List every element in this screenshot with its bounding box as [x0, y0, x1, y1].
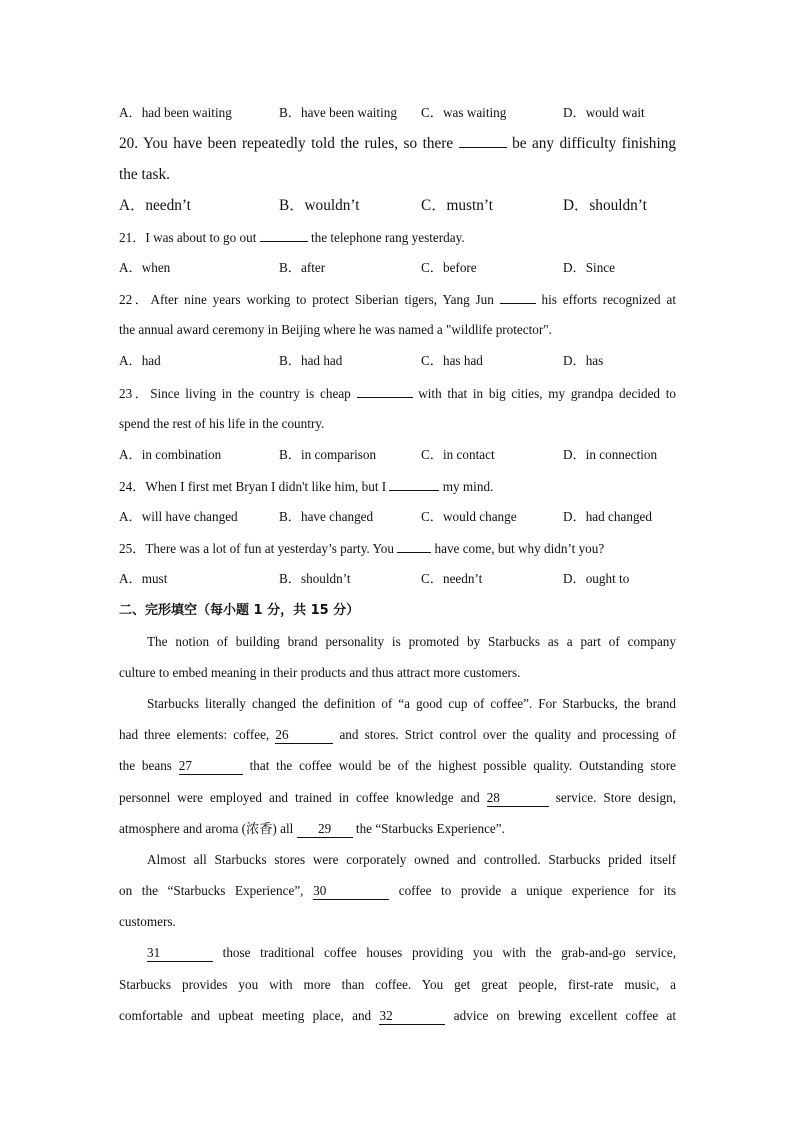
- q23-blank: [357, 384, 413, 398]
- q21-option-d: D．Since: [563, 260, 616, 275]
- passage-p4-line3: [119, 1007, 676, 1025]
- q23-option-a: A．in combination: [119, 447, 222, 462]
- q22-stem-text-2: his efforts recognized at: [541, 292, 677, 307]
- passage-text: had three elements: coffee,: [119, 727, 270, 742]
- q19-option-a: A．had been waiting: [119, 105, 232, 120]
- q23-option-d: D．in connection: [563, 447, 658, 462]
- passage-p2-line3: [119, 757, 676, 775]
- passage-p4-line1: [147, 944, 676, 962]
- passage-text: personnel were employed and trained in coffee knowledge and: [119, 790, 480, 805]
- passage-text: the “Starbucks Experience”.: [355, 821, 505, 836]
- q21-option-c: C．before: [421, 260, 477, 275]
- q20-stem-line1: [119, 134, 676, 153]
- passage-text: those traditional coffee houses providing you with the grab-and-go service,: [222, 945, 676, 960]
- q20-blank: [459, 134, 507, 148]
- q25-blank: [397, 539, 431, 553]
- passage-p2-line5: [119, 820, 676, 838]
- q23-option-b: B．in comparison: [279, 447, 377, 462]
- q21-blank: [260, 228, 308, 242]
- blank-29: 29: [297, 821, 353, 838]
- q24-blank: [389, 477, 439, 491]
- passage-text: coffee to provide a unique experience for its: [398, 883, 676, 898]
- q21-option-a: A．when: [119, 260, 171, 275]
- passage-p4-line2: Starbucks provides you with more than coffee. You get great people, first-rate music, a: [119, 977, 676, 992]
- passage-p3-line1: Almost all Starbucks stores were corporately owned and controlled. Starbucks prided itself: [147, 852, 676, 867]
- q20-option-a: A．needn’t: [119, 197, 191, 214]
- q21-stem: [119, 228, 676, 247]
- q21-stem-text: 21．I was about to go out: [119, 230, 257, 245]
- q25-stem-text: 25．There was a lot of fun at yesterday’s party. You: [119, 541, 394, 556]
- q25-stem: [119, 539, 676, 558]
- q20-option-c: C．mustn’t: [421, 197, 493, 214]
- q25-stem-text-2: have come, but why didn’t you?: [434, 541, 605, 556]
- q22-stem-text: 22．After nine years working to protect Siberian tigers, Yang Jun: [119, 292, 494, 307]
- passage-p2-line2: [119, 726, 676, 744]
- passage-text: the beans: [119, 758, 172, 773]
- section-heading: 二、完形填空（每小题 1 分，共 15 分）: [119, 603, 360, 618]
- q20-option-d: D．shouldn’t: [563, 197, 647, 214]
- q22-option-d: D．has: [563, 353, 604, 368]
- passage-text: that the coffee would be of the highest possible quality. Outstanding store: [249, 758, 677, 773]
- q22-blank: [500, 290, 536, 304]
- passage-p3-line2: [119, 882, 676, 900]
- q19-option-c: C．was waiting: [421, 105, 507, 120]
- q23-stem-text-2: with that in big cities, my grandpa decided to: [418, 386, 676, 401]
- q21-stem-text-2: the telephone rang yesterday.: [310, 230, 465, 245]
- passage-p1-line2: culture to embed meaning in their products and thus attract more customers.: [119, 665, 521, 680]
- q24-stem: [119, 477, 676, 496]
- q22-stem-line2: the annual award ceremony in Beijing where he was named a "wildlife protector".: [119, 322, 552, 337]
- q24-option-c: C．would change: [421, 509, 517, 524]
- q22-option-a: A．had: [119, 353, 161, 368]
- q22-option-c: C．has had: [421, 353, 483, 368]
- q24-stem-text-2: my mind.: [442, 479, 494, 494]
- passage-p2-line4: [119, 789, 676, 807]
- blank-30: 30: [313, 883, 389, 900]
- q25-option-d: D．ought to: [563, 571, 630, 586]
- q24-stem-text: 24．When I first met Bryan I didn't like him, but I: [119, 479, 387, 494]
- q23-stem-line1: [119, 384, 676, 403]
- q24-option-d: D．had changed: [563, 509, 652, 524]
- q19-option-d: D．would wait: [563, 105, 645, 120]
- q20-stem-text: 20. You have been repeatedly told the rules, so there: [119, 135, 454, 152]
- blank-28: 28: [487, 790, 549, 807]
- q22-stem-line1: [119, 290, 676, 309]
- q20-stem-line2: the task.: [119, 166, 170, 183]
- q25-option-b: B．shouldn’t: [279, 571, 351, 586]
- blank-26: 26: [275, 727, 333, 744]
- passage-text: atmosphere and aroma (浓香) all: [119, 821, 294, 836]
- q24-option-a: A．will have changed: [119, 509, 238, 524]
- q20-stem-text-2: be any difficulty finishing: [512, 135, 677, 152]
- q21-option-b: B．after: [279, 260, 326, 275]
- q23-stem-line2: spend the rest of his life in the country.: [119, 416, 325, 431]
- q24-option-b: B．have changed: [279, 509, 374, 524]
- passage-text: service. Store design,: [555, 790, 676, 805]
- q23-stem-text: 23．Since living in the country is cheap: [119, 386, 351, 401]
- passage-text: comfortable and upbeat meeting place, and: [119, 1008, 372, 1023]
- q19-option-b: B．have been waiting: [279, 105, 397, 120]
- passage-text: advice on brewing excellent coffee at: [453, 1008, 677, 1023]
- passage-p3-line3: customers.: [119, 914, 176, 929]
- passage-p2-line1: Starbucks literally changed the definition of “a good cup of coffee”. For Starbucks, the brand: [147, 696, 676, 711]
- blank-31: 31: [147, 945, 213, 962]
- blank-32: 32: [379, 1008, 445, 1025]
- passage-p1-line1: The notion of building brand personality is promoted by Starbucks as a part of company: [147, 634, 676, 649]
- passage-text: and stores. Strict control over the quality and processing of: [339, 727, 676, 742]
- q23-option-c: C．in contact: [421, 447, 495, 462]
- q20-option-b: B．wouldn’t: [279, 197, 360, 214]
- q25-option-c: C．needn’t: [421, 571, 483, 586]
- passage-text: on the “Starbucks Experience”,: [119, 883, 304, 898]
- q22-option-b: B．had had: [279, 353, 343, 368]
- blank-27: 27: [179, 758, 243, 775]
- q25-option-a: A．must: [119, 571, 168, 586]
